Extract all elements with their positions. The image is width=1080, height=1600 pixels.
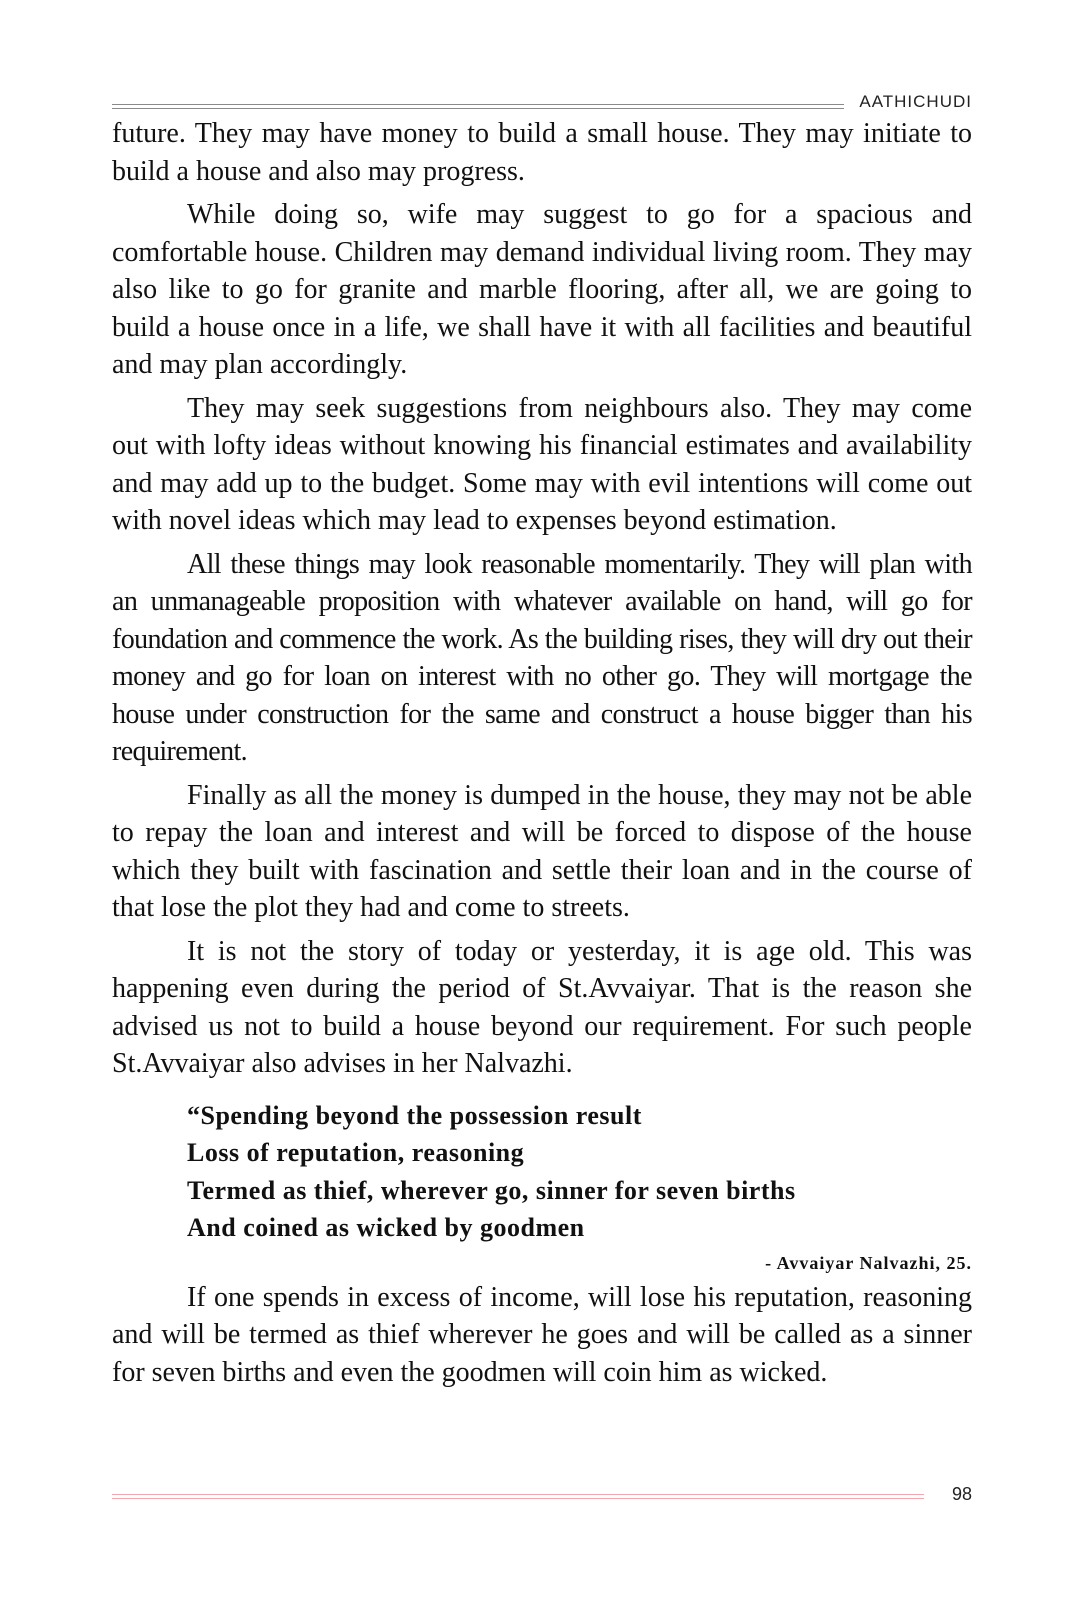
verse-quote — [187, 1097, 972, 1247]
paragraph: While doing so, wife may suggest to go for a spacious and comfortable house. Children may demand individual living room. They may also like to go for granite and marble flooring, after all, we are going to build a house once in a life, we shall have it with all facilities and beautiful and may plan accordingly. — [112, 199, 972, 380]
verse-line: And coined as wicked by goodmen — [187, 1213, 585, 1242]
verse-line: Loss of reputation, reasoning — [187, 1138, 525, 1167]
paragraph-continuation: future. They may have money to build a small house. They may initiate to build a house and also may progress. — [112, 118, 972, 187]
page-body — [112, 115, 972, 1397]
running-header — [112, 92, 972, 112]
page-footer — [112, 1486, 972, 1510]
footer-rule — [112, 1494, 924, 1499]
closing-paragraph: If one spends in excess of income, will lose his reputation, reasoning and will be termed as thief wherever he goes and will be called as a sinner for seven births and even the goodmen will coin him as wicked. — [112, 1281, 972, 1388]
verse-line: “Spending beyond the possession result — [187, 1100, 642, 1130]
page-number: 98 — [951, 1484, 972, 1504]
paragraph: They may seek suggestions from neighbours also. They may come out with lofty ideas without knowing his financial estimates and availability and may add up to the budget. Some may with evil intentions will come out with novel ideas which may lead to expenses beyond estimation. — [112, 392, 972, 536]
header-title: AATHICHUDI — [859, 92, 972, 111]
verse-citation: - Avvaiyar Nalvazhi, 25. — [765, 1252, 972, 1273]
verse-line: Termed as thief, wherever go, sinner for seven births — [187, 1175, 796, 1205]
header-rule — [112, 104, 844, 109]
paragraph: It is not the story of today or yesterday, it is age old. This was happening even during the period of St.Avvaiyar. That is the reason she advised us not to build a house beyond our requirement. For such people St.Avvaiyar also advises in her Nalvazhi. — [112, 935, 972, 1079]
paragraph: Finally as all the money is dumped in the house, they may not be able to repay the loan and interest and will be forced to dispose of the house which they built with fascination and settle their loan and in the course of that lose the plot they had and come to streets. — [112, 779, 972, 923]
paragraph: All these things may look reasonable momentarily. They will plan with an unmanageable proposition with whatever available on hand, will go for foundation and commence the work. As the building rises, they will dry out their money and go for loan on interest with no other go. They will mortgage the house under construction for the same and construct a house bigger than his requirement. — [112, 548, 972, 767]
